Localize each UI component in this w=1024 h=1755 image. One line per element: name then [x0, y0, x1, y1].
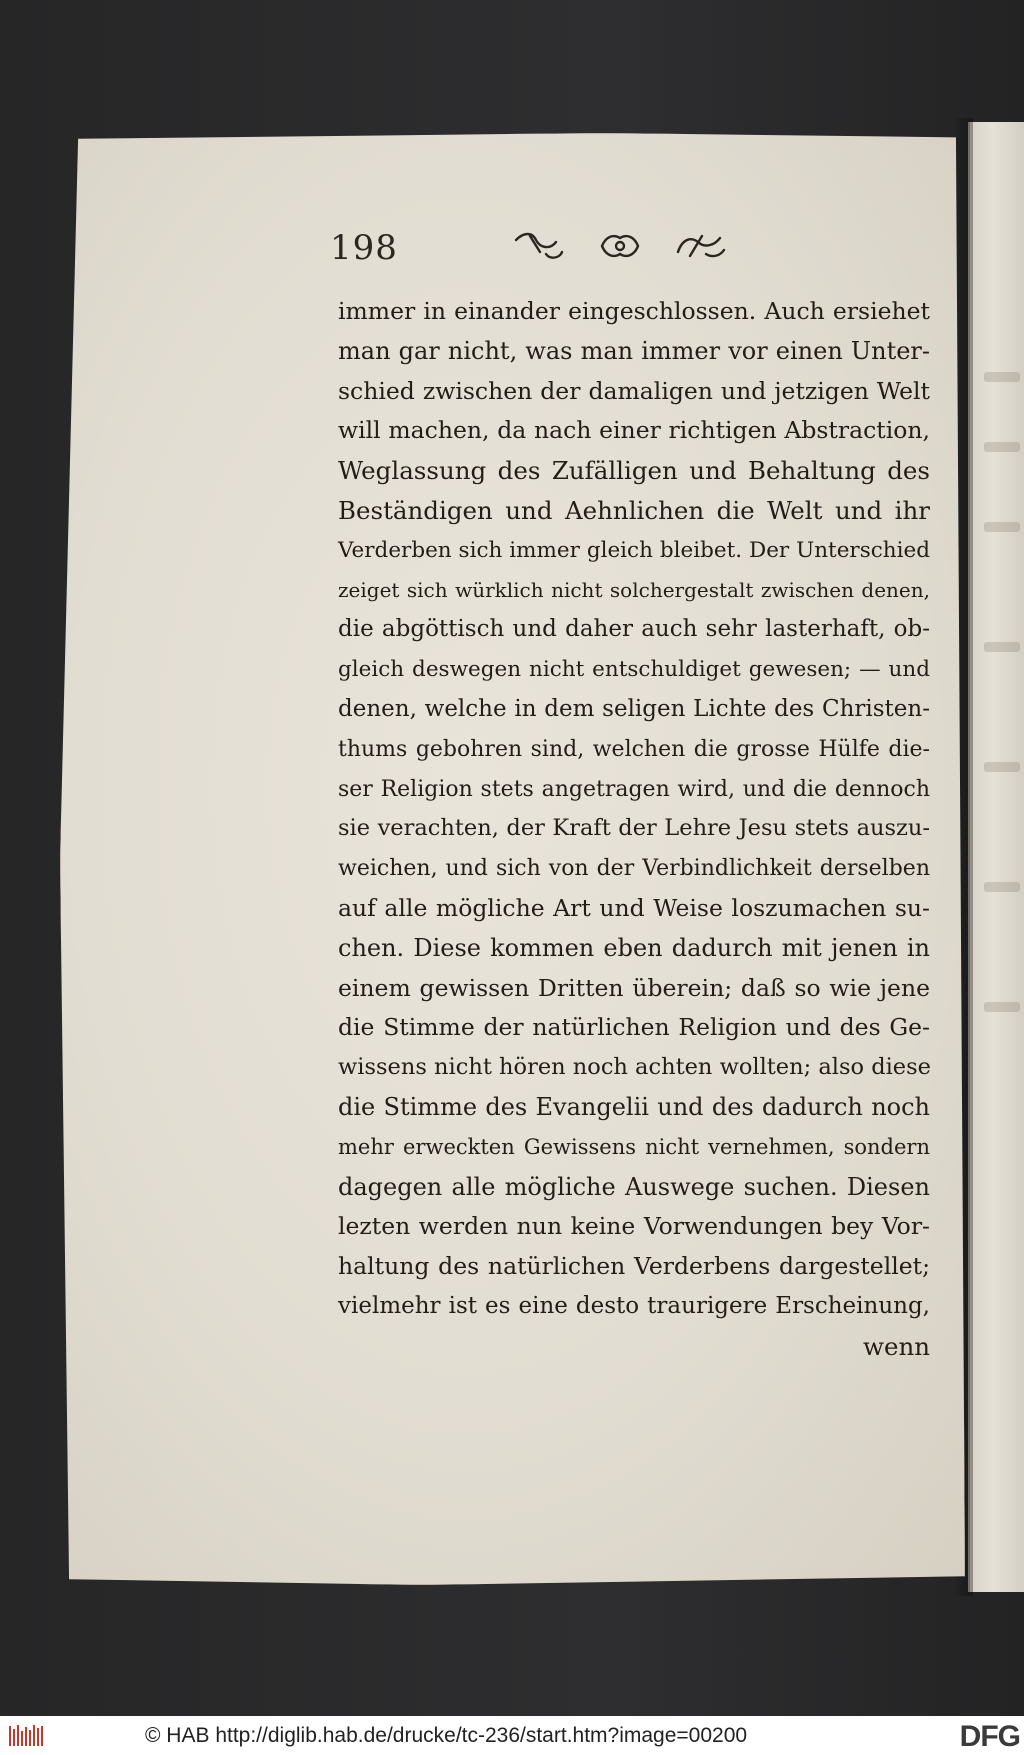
text-line: lezten werden nun keine Vorwendungen bey Vor- — [338, 1212, 930, 1241]
bleed-through-mark — [984, 442, 1020, 452]
text-line: vielmehr ist es eine desto traurigere Erscheinung, — [338, 1292, 930, 1319]
text-line: Verderben sich immer gleich bleibet. Der Unterschied — [338, 537, 930, 563]
text-line: zeiget sich würklich nicht solchergestalt zwischen denen, — [338, 577, 930, 602]
text-line: gleich deswegen nicht entschuldiget gewesen; — und — [338, 657, 930, 683]
text-line: weichen, und sich von der Verbindlichkeit derselben — [338, 856, 930, 882]
text-line: man gar nicht, was man immer vor einen Unter- — [338, 336, 930, 365]
text-line: die Stimme der natürlichen Religion und des Ge- — [338, 1013, 930, 1042]
dfg-logo: DFG — [959, 1720, 1020, 1753]
text-line: mehr erweckten Gewissens nicht vernehmen, sondern — [338, 1134, 930, 1159]
footer-bar — [0, 1716, 1024, 1755]
copyright-link[interactable]: © HAB http://diglib.hab.de/drucke/tc-236/start.htm?image=00200 — [145, 1724, 748, 1747]
bleed-through-mark — [984, 762, 1020, 772]
text-line: denen, welche in dem seligen Lichte des Christen- — [338, 695, 930, 722]
text-line: chen. Diese kommen eben dadurch mit jenen in — [338, 933, 930, 962]
text-line: haltung des natürlichen Verderbens dargestellet; — [338, 1252, 930, 1281]
text-line: schied zwischen der damaligen und jetzigen Welt — [338, 376, 930, 405]
text-line: die Stimme des Evangelii und des dadurch noch — [338, 1092, 930, 1121]
text-line: Weglassung des Zufälligen und Behaltung des — [338, 456, 930, 486]
bleed-through-mark — [984, 1002, 1020, 1012]
text-line: auf alle mögliche Art und Weise loszumachen su- — [338, 893, 930, 922]
text-line: will machen, da nach einer richtigen Abstraction, — [338, 416, 930, 445]
text-line: ser Religion stets angetragen wird, und die dennoch — [338, 776, 930, 802]
body-text — [338, 292, 930, 1367]
adjacent-page-edge — [968, 122, 1024, 1592]
text-line: wissens nicht hören noch achten wollten; also diese — [338, 1054, 931, 1081]
text-line: Beständigen und Aehnlichen die Welt und ihr — [338, 495, 930, 525]
bleed-through-mark — [984, 522, 1020, 532]
text-line: immer in einander eingeschlossen. Auch ersiehet — [338, 297, 930, 325]
text-line: die abgöttisch und daher auch sehr lasterhaft, ob- — [338, 616, 930, 643]
printers-flourish-ornament-icon — [510, 226, 730, 266]
text-line: thums gebohren sind, welchen die grosse Hülfe die- — [338, 736, 930, 762]
bleed-through-mark — [984, 882, 1020, 892]
bleed-through-mark — [984, 642, 1020, 652]
text-line: sie verachten, der Kraft der Lehre Jesu stets auszu- — [338, 815, 930, 842]
text-line: dagegen alle mögliche Auswege suchen. Diesen — [338, 1172, 930, 1201]
text-line: einem gewissen Dritten überein; daß so wie jene — [338, 973, 930, 1002]
page-number: 198 — [330, 228, 398, 268]
bleed-through-mark — [984, 372, 1020, 382]
catchword: wenn — [862, 1331, 930, 1361]
hab-barcode-logo-icon — [8, 1723, 46, 1749]
